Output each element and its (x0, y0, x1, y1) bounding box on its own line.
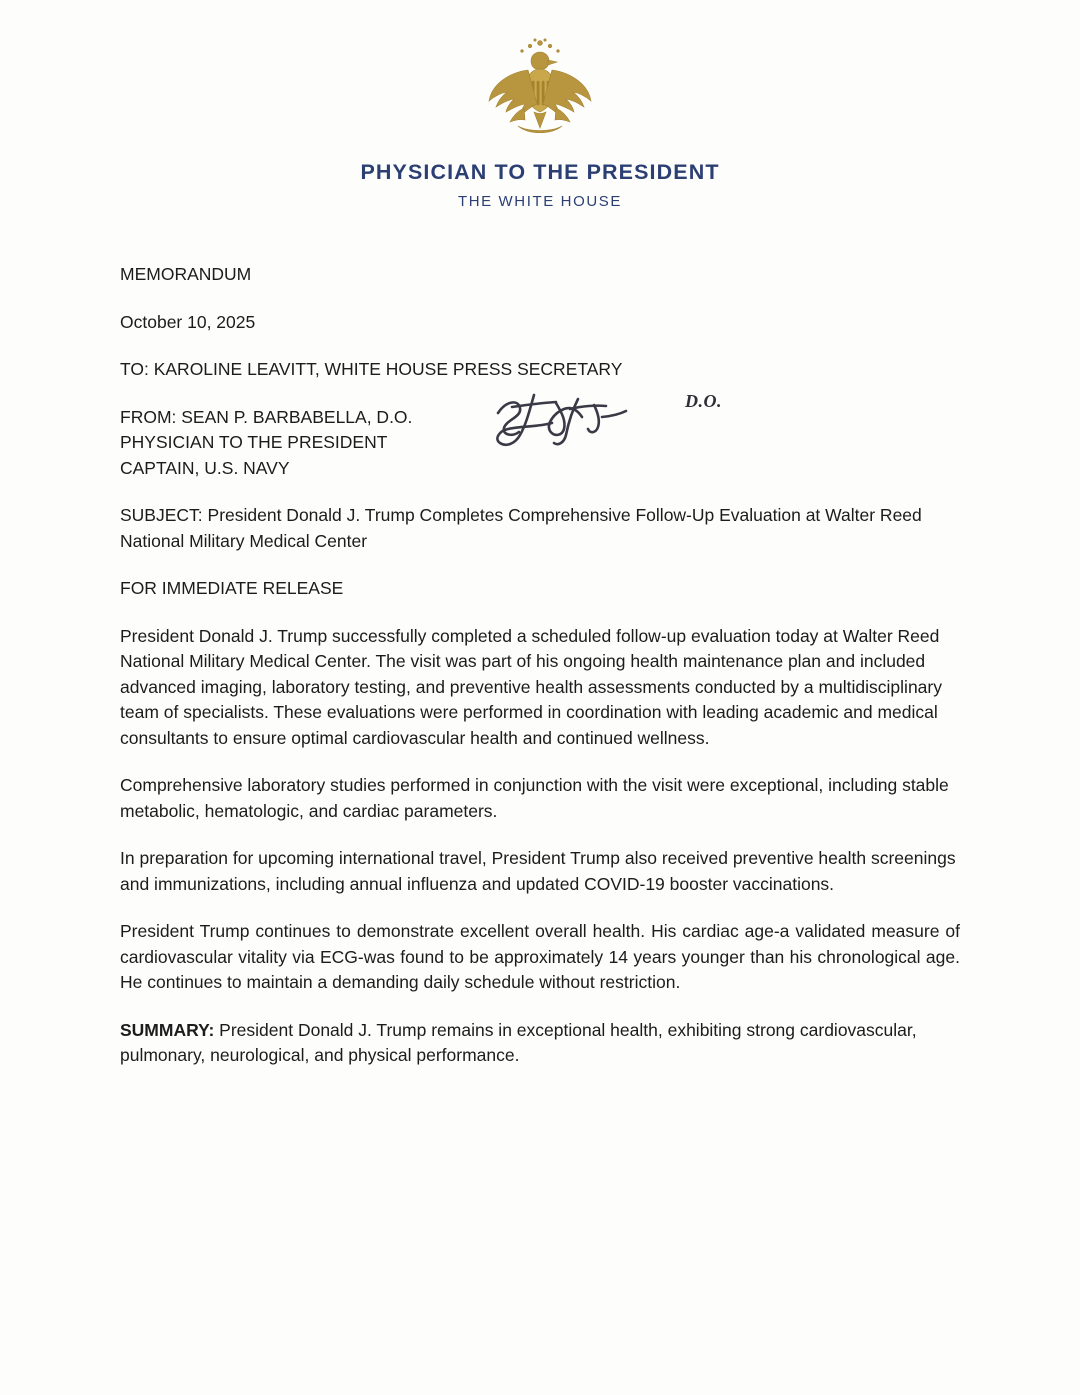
memo-summary (120, 1018, 960, 1069)
memo-from-line-1: FROM: SEAN P. BARBABELLA, D.O. (120, 406, 413, 427)
eagle-seal-icon (480, 34, 600, 144)
memo-release-line: FOR IMMEDIATE RELEASE (120, 578, 344, 598)
memo-paragraph-2: Comprehensive laboratory studies performed in conjunction with the visit were exceptional, including stable metabolic, hematologic, and cardiac parameters. (120, 775, 949, 821)
memo-from-block (120, 390, 960, 482)
memo-paragraph-3: In preparation for upcoming international travel, President Trump also received preventive health screenings and immunizations, including annual influenza and updated COVID-19 booster vaccinations. (120, 848, 956, 894)
memo-summary-text: President Donald J. Trump remains in exceptional health, exhibiting strong cardiovascular, pulmonary, neurological, and physical performance. (120, 1019, 917, 1065)
memo-body (0, 262, 1080, 1069)
memo-subject: SUBJECT: President Donald J. Trump Completes Comprehensive Follow-Up Evaluation at Walter Reed National Military Medical Center (120, 505, 922, 551)
memo-from-line-2: PHYSICIAN TO THE PRESIDENT (120, 432, 388, 452)
signature-suffix: D.O. (685, 390, 722, 411)
letterhead (0, 0, 1080, 210)
memo-type-label: MEMORANDUM (120, 264, 252, 284)
letterhead-subtitle: THE WHITE HOUSE (457, 193, 622, 210)
memo-paragraph-1: President Donald J. Trump successfully completed a scheduled follow-up evaluation today at Walter Reed National Military Medical Center. The visit was part of his ongoing health maintenance plan and included advanced imaging, laboratory testing, and preventive health assessments conducted by a multidisciplinary team of specialists. These evaluations were performed in coordination with leading academic and medical consultants to ensure optimal cardiovascular health and continued wellness. (120, 625, 942, 748)
letterhead-title: PHYSICIAN TO THE PRESIDENT (360, 160, 720, 184)
memo-paragraph-4: President Trump continues to demonstrate excellent overall health. His cardiac age-a validated measure of cardiovascular vitality via ECG-was found to be approximately 14 years younger than his chronological age. He continues to maintain a demanding daily schedule without restriction. (120, 921, 960, 992)
memo-date: October 10, 2025 (120, 311, 256, 332)
memo-to-line: TO: KAROLINE LEAVITT, WHITE HOUSE PRESS SECRETARY (120, 359, 623, 379)
memo-summary-label: SUMMARY: (120, 1019, 215, 1040)
memo-from-line-3: CAPTAIN, U.S. NAVY (120, 457, 290, 478)
